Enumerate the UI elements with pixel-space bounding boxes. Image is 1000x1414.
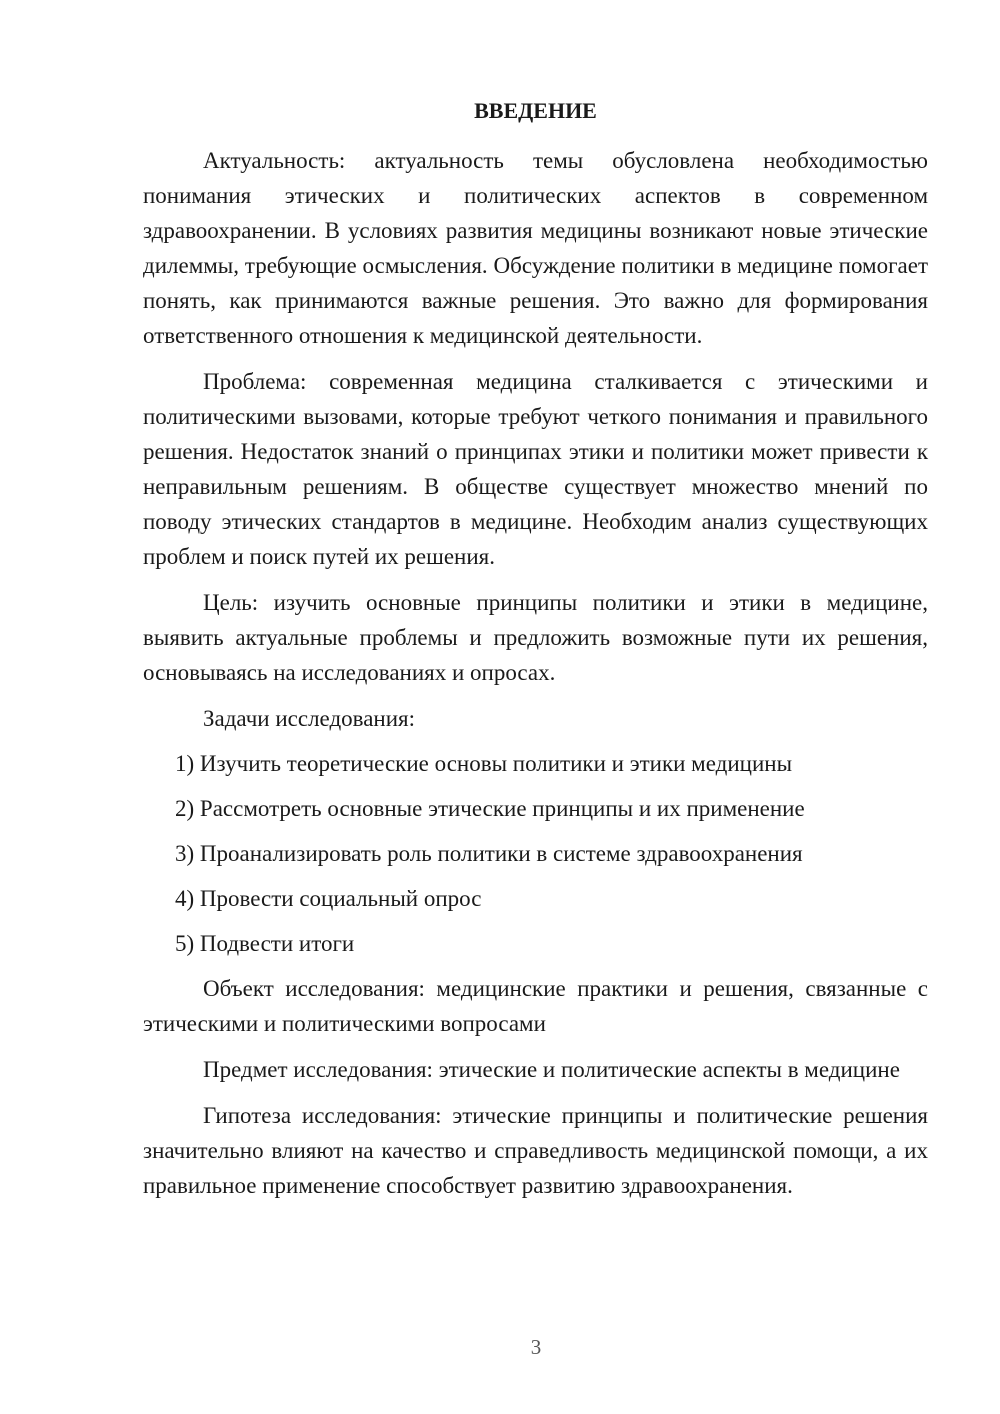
paragraph-object: Объект исследования: медицинские практики и решения, связанные с этическими и политическими вопросами: [143, 976, 928, 1036]
paragraph-relevance: Актуальность: актуальность темы обусловлена необходимостью понимания этических и политических аспектов в современном здравоохранении. В условиях развития медицины возникают новые этические дилеммы, требующие осмысления. Обсуждение политики в медицине помогает понять, как принимаются важные решения. Это важно для формирования ответственного отношения к медицинской деятельности.: [143, 148, 928, 348]
tasks-list: [143, 746, 928, 961]
paragraph-subject: Предмет исследования: этические и политические аспекты в медицине: [203, 1057, 900, 1082]
tasks-heading: Задачи исследования:: [203, 706, 416, 731]
task-item-2: 2) Рассмотреть основные этические принципы и их применение: [175, 796, 805, 821]
task-item-3: 3) Проанализировать роль политики в системе здравоохранения: [175, 841, 803, 866]
page-content: [143, 97, 928, 1203]
paragraph-hypothesis: Гипотеза исследования: этические принципы и политические решения значительно влияют на качество и справедливость медицинской помощи, а их правильное применение способствует развитию здравоохранения.: [143, 1103, 928, 1198]
section-title: ВВЕДЕНИЕ: [474, 98, 597, 123]
paragraph-problem: Проблема: современная медицина сталкивается с этическими и политическими вызовами, которые требуют четкого понимания и правильного решения. Недостаток знаний о принципах этики и политики может привести к неправильным решениям. В обществе существует множество мнений по поводу этических стандартов в медицине. Необходим анализ существующих проблем и поиск путей их решения.: [143, 369, 928, 569]
page-number: 3: [530, 1335, 542, 1359]
task-item-4: 4) Провести социальный опрос: [175, 886, 482, 911]
task-item-5: 5) Подвести итоги: [175, 931, 355, 956]
paragraph-goal: Цель: изучить основные принципы политики и этики в медицине, выявить актуальные проблемы и предложить возможные пути их решения, основываясь на исследованиях и опросах.: [143, 590, 928, 685]
task-item-1: 1) Изучить теоретические основы политики и этики медицины: [175, 751, 793, 776]
